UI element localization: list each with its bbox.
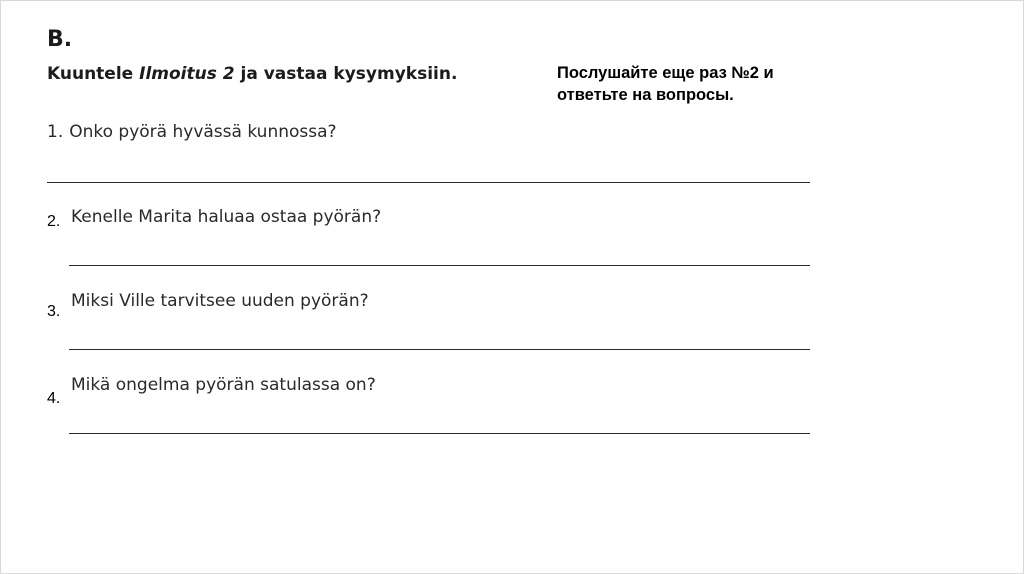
exercise-instruction xyxy=(47,64,457,84)
question-2-text: Kenelle Marita haluaa ostaa pyörän? xyxy=(71,207,382,227)
question-2-number: 2. xyxy=(47,213,61,230)
question-4-text: Mikä ongelma pyörän satulassa on? xyxy=(71,375,376,395)
instruction-text-start: Kuuntele xyxy=(47,64,140,84)
instruction-emphasis: Ilmoitus 2 xyxy=(139,64,235,84)
translation-line-2: ответьте на вопросы. xyxy=(557,86,734,104)
question-3-number: 3. xyxy=(47,303,61,320)
answer-line-3[interactable] xyxy=(69,349,810,350)
question-3-text: Miksi Ville tarvitsee uuden pyörän? xyxy=(71,291,369,311)
question-4-number: 4. xyxy=(47,390,61,407)
answer-line-4[interactable] xyxy=(69,433,810,434)
answer-line-1[interactable] xyxy=(47,182,810,183)
answer-line-2[interactable] xyxy=(69,265,810,266)
translation-line-1: Послушайте еще раз №2 и xyxy=(557,64,774,82)
question-1-number: 1. xyxy=(47,122,64,142)
question-1-text: Onko pyörä hyvässä kunnossa? xyxy=(69,122,337,142)
instruction-text-end: ja vastaa kysymyksiin. xyxy=(234,64,458,84)
translation-note xyxy=(557,62,847,106)
question-1 xyxy=(47,122,337,142)
section-letter: B. xyxy=(47,27,73,52)
